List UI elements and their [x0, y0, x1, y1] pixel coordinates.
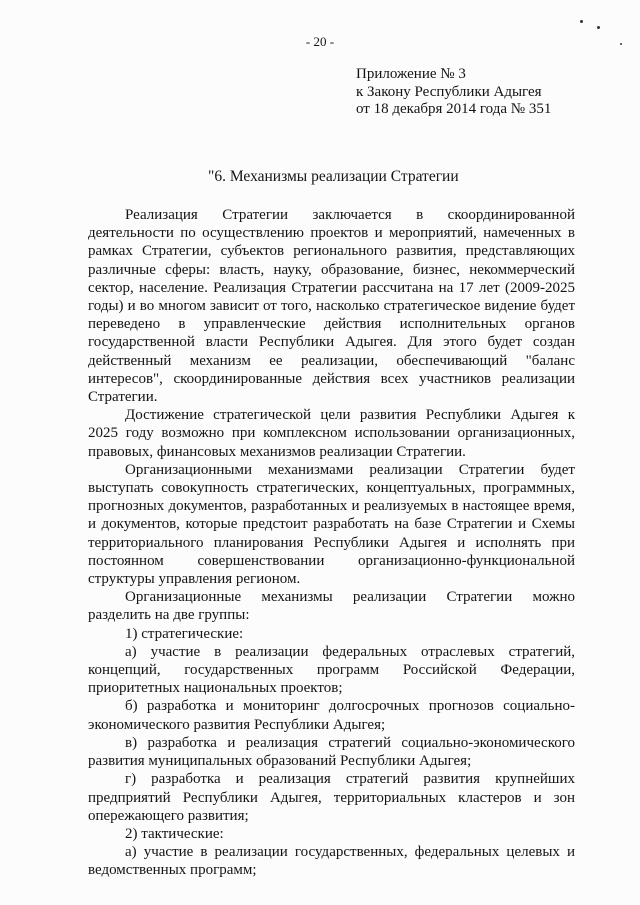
- appendix-title: Приложение № 3: [356, 66, 466, 82]
- section-heading: "6. Механизмы реализации Стратегии: [208, 168, 459, 185]
- scan-speck: [580, 20, 583, 23]
- paragraph: Организационные механизмы реализации Стратегии можно разделить на две группы:: [88, 589, 575, 624]
- list-item: а) участие в реализации федеральных отраслевых стратегий, концепций, государственных программ Российской Федерации, приоритетных национальных проектов;: [88, 643, 575, 697]
- paragraph: Достижение стратегической цели развития Республики Адыгея к 2025 году возможно при комплексном использовании организационных, правовых, финансовых механизмов реализации Стратегии.: [88, 407, 575, 460]
- list-item: в) разработка и реализация стратегий социально-экономического развития муниципальных образований Республики Адыгея;: [88, 734, 575, 770]
- page-number: - 20 -: [305, 34, 335, 49]
- paragraph: Реализация Стратегии заключается в скоординированной деятельности по осуществлению проектов и мероприятий, намеченных в рамках Стратегии, субъектов регионального развития, представляющих различные сферы: власть, науку, образование, бизнес, некоммерческий сектор, население. Реализация Стратегии рассчитана на 17 лет (2009-2025 годы) и во многом зависит от того, насколько стратегическое видение будет переведено в управленческие действия исполнительных органов государственной власти Республики Адыгея. Для этого будет создан действенный механизм ее реализации, обеспечивающий "баланс интересов", скоординированные действия всех участников реализации Стратегии.: [88, 207, 575, 406]
- appendix-reference: [356, 66, 551, 119]
- list-item: б) разработка и мониторинг долгосрочных прогнозов социально-экономического развития Республики Адыгея;: [88, 698, 575, 733]
- scan-speck: [597, 26, 600, 29]
- scan-speck: [620, 43, 622, 45]
- list-item: а) участие в реализации государственных, федеральных целевых и ведомственных программ;: [88, 844, 575, 879]
- document-body: [88, 206, 575, 880]
- list-item: г) разработка и реализация стратегий развития крупнейших предприятий Республики Адыгея, территориальных кластеров и зон опережающего развития;: [88, 771, 575, 824]
- list-heading: 2) тактические:: [125, 825, 224, 842]
- appendix-law: к Закону Республики Адыгея: [356, 83, 542, 100]
- appendix-date: от 18 декабря 2014 года № 351: [356, 101, 552, 117]
- list-heading: 1) стратегические:: [125, 625, 244, 642]
- paragraph: Организационными механизмами реализации Стратегии будет выступать совокупность стратегических, концептуальных, программных, прогнозных документов, разработанных и реализуемых в настоящее время, и документов, которые предстоит разработать на базе Стратегии и Схемы территориального планирования Республики Адыгея и исполнять при постоянном совершенствовании организационно-функциональной структуры управления регионом.: [88, 461, 575, 588]
